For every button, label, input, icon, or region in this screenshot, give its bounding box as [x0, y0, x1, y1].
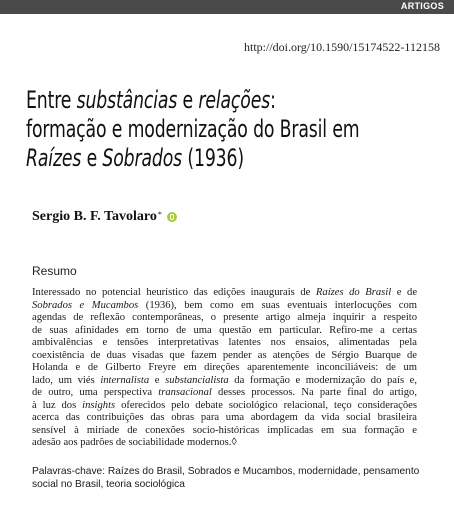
- author-footnote-marker: *: [157, 209, 162, 219]
- abstract-line: Holanda e de Gilberto Freyre em direções aparentemente inconciliáveis: de um: [32, 362, 417, 373]
- orcid-icon[interactable]: [167, 212, 177, 222]
- abstract-line: lado, um viés internalista e substancialista da formação e modernização do país e,: [32, 374, 418, 386]
- abstract-heading: Resumo: [32, 264, 77, 278]
- abstract-line: acerca das contribuições das obras para uma abordagem da vida social brasileira: [32, 412, 417, 423]
- abstract-text: [32, 287, 417, 450]
- abstract-line: de suas afinidades em torno de uma questão em particular. Refiro-me a certas: [32, 324, 417, 336]
- abstract-line: ambivalências e tensões interpretativas latentes nos ensaios, alimentadas pela: [32, 337, 417, 348]
- keywords-line: social no Brasil, teoria sociológica: [32, 479, 185, 490]
- section-label: ARTIGOS: [400, 1, 444, 11]
- abstract-line: à luz dos insights oferecidos pelo debate sociológico relacional, teço considerações: [32, 399, 417, 411]
- doi-link[interactable]: http://doi.org/10.1590/15174522-112158: [243, 40, 440, 54]
- keywords-line: Palavras-chave: Raízes do Brasil, Sobrados e Mucambos, modernidade, pensamento: [32, 466, 420, 477]
- author-name[interactable]: Sergio B. F. Tavolaro: [32, 209, 157, 224]
- abstract-line: coexistência de duas visadas que fazem pender as atenções de Sérgio Buarque de: [32, 349, 417, 361]
- abstract-line: adesão aos padrões de sociabilidade modernos.◊: [32, 437, 237, 448]
- abstract-line: Interessado no potencial heurístico das edições inaugurais de Raízes do Brasil e de: [32, 287, 418, 298]
- abstract-line: Sobrados e Mucambos (1936), bem como em suas eventuais interlocuções com: [32, 299, 418, 311]
- title-line-1: Entre substâncias e relações:: [26, 86, 276, 114]
- abstract-line: sensível à miríade de conexões socio-históricas implicadas em sua formação e: [32, 424, 417, 436]
- article-title: [26, 86, 360, 173]
- abstract-line: agendas de reflexão contemporâneas, o presente artigo almeja inquirir a respeito: [32, 312, 417, 323]
- author-byline: [32, 209, 177, 225]
- section-header-bar: [0, 0, 454, 14]
- title-line-2: formação e modernização do Brasil em: [26, 115, 360, 143]
- abstract-line: de outro, uma perspectiva transacional desses processos. Na parte final do artigo,: [32, 387, 417, 398]
- title-line-3: Raízes e Sobrados (1936): [26, 144, 244, 172]
- keywords: [32, 465, 420, 491]
